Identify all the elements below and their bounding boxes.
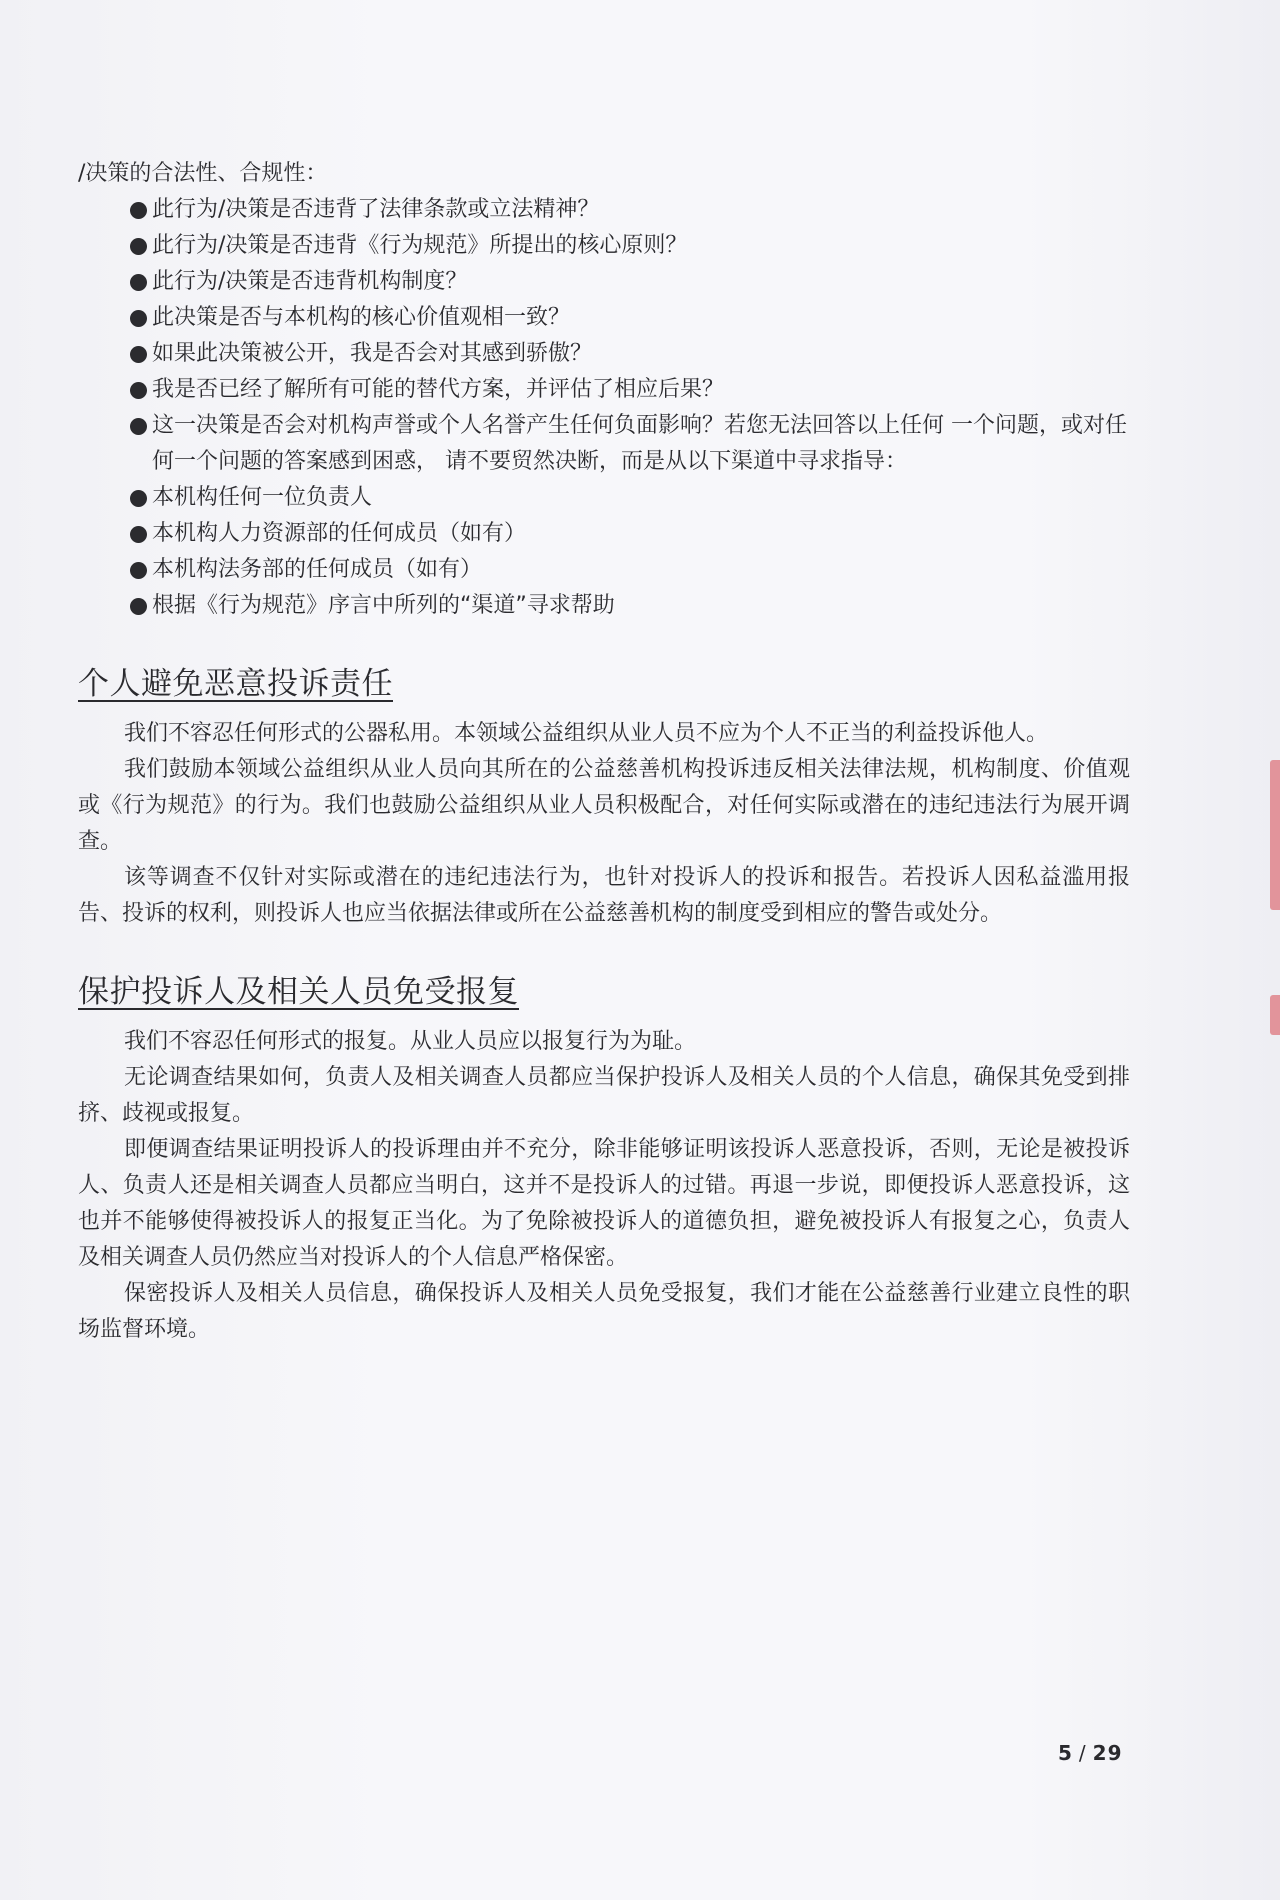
checklist-item: 我是否已经了解所有可能的替代方案，并评估了相应后果？ [130,372,1138,408]
page-separator: / [1078,1741,1087,1765]
bullet-icon [130,562,147,579]
checklist-item: 如果此决策被公开，我是否会对其感到骄傲？ [130,336,1138,372]
bullet-icon [130,526,147,543]
paragraph: 我们鼓励本领域公益组织从业人员向其所在的公益慈善机构投诉违反相关法律法规，机构制度、价值观或《行为规范》的行为。我们也鼓励公益组织从业人员积极配合，对任何实际或潜在的违纪违法行为展开调查。 [78,757,1130,854]
paragraph: 即便调查结果证明投诉人的投诉理由并不充分，除非能够证明该投诉人恶意投诉，否则，无论是被投诉人、负责人还是相关调查人员都应当明白，这并不是投诉人的过错。再退一步说，即便投诉人恶意投诉，这也并不能够使得被投诉人的报复正当化。为了免除被投诉人的道德负担，避免被投诉人有报复之心，负责人及相关调查人员仍然应当对投诉人的个人信息严格保密。 [78,1137,1130,1270]
bullet-icon [130,346,147,363]
paragraph: 保密投诉人及相关人员信息，确保投诉人及相关人员免受报复，我们才能在公益慈善行业建立良性的职场监督环境。 [78,1281,1130,1342]
bullet-icon [130,310,147,327]
section-malicious-complaint [78,662,1138,932]
bullet-icon [130,490,147,507]
section-title: 保护投诉人及相关人员免受报复 [78,974,519,1010]
checklist-item: 此行为/决策是否违背机构制度？ [130,264,1138,300]
checklist-item: 本机构任何一位负责人 [130,480,1138,516]
section-title: 个人避免恶意投诉责任 [78,666,393,702]
checklist-item: 根据《行为规范》序言中所列的“渠道”寻求帮助 [130,588,1138,624]
checklist-item: 这一决策是否会对机构声誉或个人名誉产生任何负面影响？若您无法回答以上任何 一个问题，或对任何一个问题的答案感到困惑， 请不要贸然决断，而是从以下渠道中寻求指导： [130,408,1138,480]
bullet-icon [130,274,147,291]
checklist-item: 此行为/决策是否违背了法律条款或立法精神？ [130,192,1138,228]
red-edge-mark-top [1270,760,1280,910]
bullet-icon [130,382,147,399]
page-number [1058,1741,1123,1765]
decision-checklist [78,192,1138,624]
paragraph: 该等调查不仅针对实际或潜在的违纪违法行为，也针对投诉人的投诉和报告。若投诉人因私益滥用报告、投诉的权利，则投诉人也应当依据法律或所在公益慈善机构的制度受到相应的警告或处分。 [78,865,1130,926]
checklist-item: 此决策是否与本机构的核心价值观相一致？ [130,300,1138,336]
red-edge-mark-bottom [1270,995,1280,1035]
paragraph: 无论调查结果如何，负责人及相关调查人员都应当保护投诉人及相关人员的个人信息，确保其免受到排挤、歧视或报复。 [78,1065,1130,1126]
bullet-icon [130,418,147,435]
total-pages: 29 [1092,1741,1123,1765]
page-content [78,156,1138,1348]
paragraph: 我们不容忍任何形式的报复。从业人员应以报复行为为耻。 [124,1029,697,1054]
paragraph: 我们不容忍任何形式的公器私用。本领域公益组织从业人员不应为个人不正当的利益投诉他人。 [124,721,1049,746]
checklist-item: 本机构法务部的任何成员（如有） [130,552,1138,588]
checklist-intro: /决策的合法性、合规性： [78,161,328,186]
current-page: 5 [1058,1741,1073,1765]
section-anti-retaliation [78,970,1138,1348]
checklist-item: 此行为/决策是否违背《行为规范》所提出的核心原则？ [130,228,1138,264]
bullet-icon [130,238,147,255]
bullet-icon [130,598,147,615]
checklist-item: 本机构人力资源部的任何成员（如有） [130,516,1138,552]
bullet-icon [130,202,147,219]
